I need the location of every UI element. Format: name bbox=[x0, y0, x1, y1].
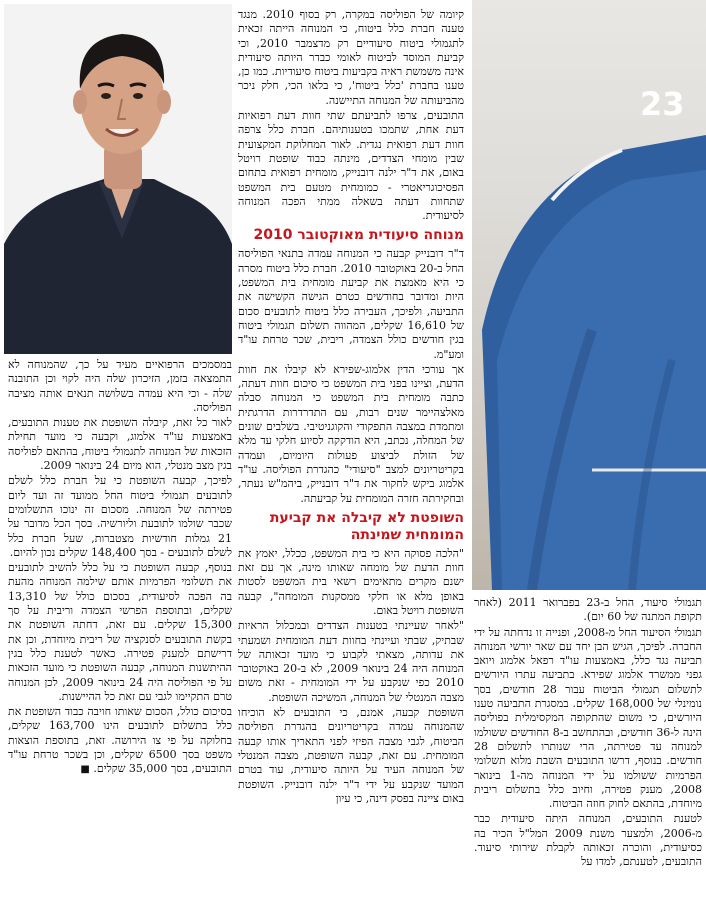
portrait-photo bbox=[4, 4, 232, 354]
body-paragraph: אך עורכי הדין אלמוג-שפירא לא קיבלו את חוות הדעת, וציינו בפני בית המשפט כי סיכום חוות דעתה, כתבה מומחית בית המשפט כי המנוחה סבלה מאלצהיימר שנים רבות, עם התדרדרות הדרגתית ומתמדת במצבה התפקודי והקוגניטיבי. בשלבים שונים של המחלה, נכתב, היא הודקקה לסיוע חלקי עד מלא של הזולת לביצוע פעולות היומיום, ועמדה בקריטריונים למצב "סיעודי" כהגדרת הפוליסה. עו"ד אלמוג ביקש לחקור את ד"ר דובנייק, ביהמ"ש נעתר, ובחקירתה חזרה המומחית על קביעתה. bbox=[238, 362, 464, 505]
body-paragraph: התובעים, צרפו לתביעתם שתי חוות דעת רפואיות דעת אחת, שתמכו בטענותיהם. חברת כלל צרפה חוות דעת רפואית נגדית. לאור המחלוקת המקצועית שבין מומחי הצדדים, מינתה כבוד שופטת רויטל באום, את ד"ר ילנה דובנייק, מומחית רפואית בתחום הפסיכוגריאטרי - כמומחית מטעם בית המשפט שתחוות דעתה בשאלה ממתי הפכה המנוחה לסיעודית. bbox=[238, 109, 464, 223]
body-paragraph: "הלכה פסוקה היא כי בית המשפט, ככלל, יאמץ את חוות הדעת של מומחה שאותו מינה, אך עם זאת ישנם מקרים מתאימים רשאי בית המשפט לסטות באופן מלא או חלקי ממסקנות המומחה", קבעה השופטת רויטל באום. bbox=[238, 546, 464, 617]
body-paragraph: לאור כל זאת, קיבלה השופטת את טענות התובעים, באמצעות עו"ד אלמוג, וקבעה כי מועד תחילת הזכאות של המנוחה לתגמולי ביטוח, בהתאם לפוליסה בגין מצב מנטלי, הוא מיום 24 בינואר 2009. bbox=[8, 416, 232, 473]
body-paragraph: קיומה של הפוליסה במקרה, רק בסוף 2010. מנגד טענה חברת כלל ביטוח, כי המנוחה הייתה זכאית לתגמולי ביטוח סיעודיים רק מדצמבר 2010, וכי קביעת המוסד לביטוח לאומי כבדר היותה סיעודית אינה משמשת ראיה בקביעות ביטוח סיעודיות. כמו כן, טענו בחברת 'כלל ביטוח', כי בלאו הכי, חלק ניכר מהביעותה של המנוחה התיישנה. bbox=[238, 8, 465, 107]
body-paragraph-text: בסיכום כולל, הסכום שאותו חויבה כבוד השופטת את כלל בתשלום לתובעים הינו 163,700 שקלים, בחלוקה על פי צו הירושה. זאת, בתוספת הוצאות משפט בסך 6500 שקלים, וכן בשכר טרחת עו"ד התובעים, בסך 35,000 שקלים. bbox=[8, 705, 233, 776]
section-subhead: מנוחה סיעודית מאוקטובר 2010 bbox=[253, 227, 464, 244]
section-subhead: השופטת לא קיבלה את קביעת המומחית שמינתה bbox=[269, 509, 464, 543]
body-paragraph: "לאחר שעיינתי בטענות הצדדים ובמכלול הראיות שבתיק, שבתי ועיינתי בחוות דעת המומחית ושמעתי את עדותה, מצאתי לקבוע כי מועד זכאותה של המנוחה היה 24 בינואר 2009, לא ב-20 באוקטובר 2010 כפי שנקבע על ידי המומחית - זאת משום מצבה המנטלי של המנוחה, המשיכה השופטת. bbox=[238, 619, 465, 704]
text-column-left bbox=[8, 358, 232, 779]
body-paragraph: בנוסף, קבעה השופטת כי על כלל להשיב לתובעים את תשלומי הפרמיות אותם שילמה המנוחה מהעת בה הפכה לסיעודית, בסכום כולל של 13,310 שקלים, ובתוספת הפרשי הצמדה וריבית על סך 15,300 שקלים. עם זאת, דחתה השופטת את בקשת התובעים לסנקציה של ריבית מיוחדת, וכן את דרישתם למענק פטירה. כאשר לטענת כלל בגין ההיתשנות המנוחה, קבעה השופטת כי מועד הזכאות על פי הפוליסה היה 24 בינואר 2009, לכן המנוחה טרם התקיימו לגבי עם זאת כל ההיישנות. bbox=[8, 561, 233, 703]
sleeve-number: 23 bbox=[640, 85, 685, 123]
body-paragraph bbox=[8, 705, 232, 777]
body-paragraph: במסמכים הרפואיים מעיד על כך, שהמנוחה לא התמצאה בזמן, הזיכרון שלה היה לקוי וכן התובנה שלה - וכי היא עמדה בשלושה תנאים אותה מציבה הפוליסה. bbox=[8, 358, 232, 414]
body-paragraph: ד"ר דובנייק קבעה כי המנוחה עמדה בתנאי הפוליסה החל ב-20 באוקטובר 2010. חברת כלל ביטוח מסרה כי היא מאמצת את קביעת מומחית בית המשפט, היות ומדובר בחודשים כטרם הגישה הקשישה את התביעה, ולפיכך, העבירה כלל ביטוח לתובעים סכום של 16,610 שקלים, המהווה תשלום תגמולי ביטוח בגין חודשים כולל הצמדה, ריבית, שכר טרחת עו"ד ומע"מ. bbox=[237, 247, 464, 361]
body-paragraph: תגמולי הסיעוד החל מ-2008, ופנייה זו נדחתה על ידי החברה. לפיכך, הגיש הבן יחד עם שאר יורשי המנוחה תביעה נגד כלל, באמצעות עו"ד רפאל אלמוג ויואב גפני ממשרד אלמוג שפירא. בתביעה עתרו היורשים לתשלום תגמולי הביטוח עבור 28 חודשים, בסך נומינלי של 168,000 שקלים. במסגרת התביעה טענו היורשים, כי משום שהתקופה המקסימלית בפוליסה הינה ל-36 חודשים, ובהתחשב ב-8 החודשים ששולמו למנוחה עד פטירתה, הרי שנותרו לתשלום 28 חודשים. בנוסף, דרשו התובעים השבת מלוא תשלומי הפרמיות ששולמו על ידי המנוחה מה-1 בינואר 2008, מענק פטירה, וחיוב כלל בתשלום ריבית מיוחדת, בהתאם לחוק חוזה הביטוח. bbox=[474, 625, 702, 811]
body-paragraph: לפיכך, קבעה השופטת כי על חברת כלל לשלם לתובעים תגמולי ביטוח החל ממועד זה ועד ליום פטירתה של המנוחה. מסכום זה ינוכו התשלומים שכבר שולמו לתובעת וליורשיה. בסך הכל מדובר על 21 גמלות חודשיות מצטברות, שעל חברת כלל לשלם לתובעים - בסך 148,400 שקלים נכון להיום. bbox=[8, 474, 232, 559]
body-paragraph: תגמולי סיעוד, החל ב-23 בפברואר 2011 (לאחר תקופת המתנה של 60 יום). bbox=[474, 596, 702, 624]
text-column-middle bbox=[238, 8, 464, 807]
body-paragraph: לטענת התובעים, המנוחה היתה סיעודית כבר מ-2006, ולמצער משנת 2009 המל"ל הכיר בה כסיעודית, והוכרה זכאותה לקבלת שירותי סיעוד. התובעים, לטענתם, למדו על bbox=[474, 812, 703, 869]
end-mark: ■ bbox=[80, 764, 90, 776]
body-paragraph: השופטת קבעה, אמנם, כי התובעים לא הוכיחו שהמנוחה עמדה בקריטריונים בהגדרת הפוליסה הביטוח, לגבי מצבה הפיזי לפני התאריך אותו קבעה המומחית. עם זאת, קבעה השופטת, מצבה המנטלי של המנוחה העיד על היותה סיעודית, עוד בטרם המועד שנקבע על ידי ד"ר ילנה דובנייק. השופטת באום ציינה בפסק דינה, כי עיון bbox=[238, 706, 464, 805]
man-portrait-illustration bbox=[4, 4, 232, 354]
text-column-right bbox=[474, 596, 702, 871]
